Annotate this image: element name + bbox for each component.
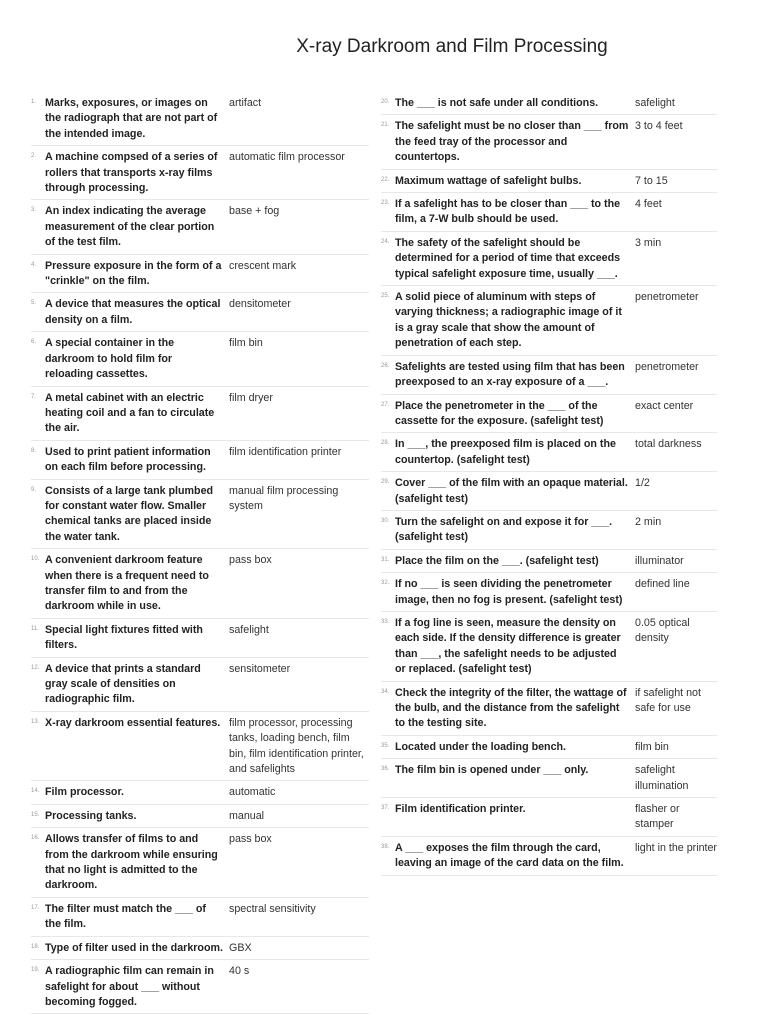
- item-number: 9.: [31, 486, 37, 493]
- item-term: X-ray darkroom essential features.: [45, 716, 221, 729]
- item-number: 26.: [381, 362, 390, 369]
- item-definition: automatic: [229, 786, 276, 799]
- item-number: 22.: [381, 176, 390, 183]
- list-item: [381, 550, 717, 573]
- list-item: [381, 286, 717, 356]
- list-item: [381, 170, 717, 193]
- item-term: Processing tanks.: [45, 809, 137, 822]
- item-term: If a fog line is seen, measure the density on each side. If the density difference is greater than ___, the safelight needs to be adjusted or replaced. (safelight test): [395, 616, 621, 676]
- list-item: [31, 480, 369, 550]
- item-term: The safety of the safelight should be determined for a period of time that exceeds typical safelight exposure time, usually ___.: [395, 236, 621, 280]
- item-definition: 1/2: [635, 477, 650, 490]
- item-definition: safelight: [229, 623, 269, 636]
- item-number: 4.: [31, 261, 37, 268]
- item-number: 25.: [381, 293, 390, 300]
- item-number: 17.: [31, 904, 40, 911]
- item-number: 37.: [381, 805, 390, 812]
- item-number: 7.: [31, 393, 37, 400]
- item-number: 21.: [381, 122, 390, 129]
- item-definition: GBX: [229, 941, 252, 954]
- item-term: Located under the loading bench.: [395, 740, 567, 753]
- item-term: Used to print patient information on each film before processing.: [45, 445, 211, 474]
- item-number: 32.: [381, 580, 390, 587]
- item-term: Marks, exposures, or images on the radiograph that are not part of the intended image.: [45, 97, 218, 140]
- list-item: [31, 805, 369, 828]
- item-term: The safelight must be no closer than ___ from the feed tray of the processor and countertops.: [395, 120, 629, 164]
- item-definition: exact center: [635, 399, 694, 412]
- item-number: 35.: [381, 742, 390, 749]
- item-number: 23.: [381, 200, 390, 207]
- item-definition: light in the printer: [635, 841, 717, 854]
- item-definition: film bin: [229, 337, 263, 350]
- item-term: Consists of a large tank plumbed for constant water flow. Smaller chemical tanks are placed inside the water tank.: [45, 484, 214, 543]
- list-item: [381, 232, 717, 286]
- item-definition: illuminator: [635, 554, 684, 567]
- item-term: Type of filter used in the darkroom.: [45, 941, 223, 954]
- item-term: If no ___ is seen dividing the penetrometer image, then no fog is present. (safelight test): [395, 578, 623, 606]
- list-item: [381, 472, 717, 511]
- item-term: A machine compsed of a series of rollers that transports x-ray films through processing.: [45, 151, 218, 195]
- item-term: A radiographic film can remain in safelight for about ___ without becoming fogged.: [45, 965, 214, 1008]
- list-item: [381, 736, 717, 759]
- list-item: [31, 828, 369, 898]
- item-term: A special container in the darkroom to hold film for reloading cassettes.: [45, 337, 175, 381]
- item-term: A device that measures the optical density on a film.: [45, 298, 221, 326]
- item-term: A ___ exposes the film through the card, leaving an image of the card data on the film.: [395, 841, 624, 870]
- right-column: [381, 92, 717, 876]
- item-number: 30.: [381, 517, 390, 524]
- item-definition: film dryer: [229, 391, 273, 404]
- item-definition: 3 to 4 feet: [635, 120, 683, 133]
- item-number: 33.: [381, 618, 390, 625]
- item-number: 19.: [31, 967, 40, 974]
- item-definition: safelight: [635, 97, 675, 109]
- item-number: 18.: [31, 943, 40, 950]
- item-term: The ___ is not safe under all conditions.: [395, 97, 599, 109]
- item-definition: manual: [229, 809, 265, 822]
- item-number: 34.: [381, 688, 390, 695]
- item-number: 14.: [31, 788, 40, 795]
- list-item: [381, 193, 717, 232]
- item-definition: automatic film processor: [229, 151, 345, 164]
- list-item: [31, 200, 369, 254]
- list-item: [381, 612, 717, 682]
- item-number: 16.: [31, 835, 40, 842]
- item-definition: total darkness: [635, 438, 702, 451]
- item-definition: base + fog: [229, 205, 280, 218]
- item-definition: safelight illumination: [635, 764, 689, 792]
- item-term: Turn the safelight on and expose it for ___. (safelight test): [395, 515, 613, 544]
- item-definition: if safelight not safe for use: [635, 686, 701, 714]
- item-number: 31.: [381, 556, 390, 563]
- item-definition: film bin: [635, 740, 669, 753]
- item-term: Place the film on the ___. (safelight test): [395, 554, 599, 567]
- item-term: The film bin is opened under ___ only.: [395, 764, 589, 777]
- list-item: [31, 293, 369, 332]
- item-term: Pressure exposure in the form of a "crinkle" on the film.: [45, 259, 222, 288]
- list-item: [381, 573, 717, 612]
- item-definition: spectral sensitivity: [229, 902, 316, 915]
- list-item: [31, 658, 369, 712]
- item-number: 29.: [381, 479, 390, 486]
- item-term: A metal cabinet with an electric heating coil and a fan to circulate the air.: [45, 391, 215, 435]
- list-item: [381, 92, 717, 115]
- item-term: An index indicating the average measurement of the clear portion of the test film.: [45, 205, 215, 249]
- item-number: 1.: [31, 99, 37, 105]
- item-number: 15.: [31, 811, 40, 818]
- list-item: [31, 146, 369, 200]
- item-term: Allows transfer of films to and from the darkroom while ensuring that no light is admitted to the darkroom.: [45, 833, 218, 892]
- item-number: 8.: [31, 447, 37, 454]
- item-term: If a safelight has to be closer than ___ to the film, a 7-W bulb should be used.: [395, 198, 621, 226]
- list-item: [31, 332, 369, 386]
- list-item: [381, 115, 717, 169]
- item-definition: artifact: [229, 97, 262, 109]
- item-definition: 4 feet: [635, 198, 662, 211]
- item-number: 24.: [381, 238, 390, 245]
- item-number: 27.: [381, 401, 390, 408]
- list-item: [381, 356, 717, 395]
- item-number: 20.: [381, 99, 390, 105]
- page-title: X-ray Darkroom and Film Processing: [296, 36, 608, 57]
- item-term: Place the penetrometer in the ___ of the cassette for the exposure. (safelight test): [395, 399, 604, 427]
- item-number: 38.: [381, 843, 390, 850]
- list-item: [31, 712, 369, 782]
- list-item: [31, 92, 369, 146]
- list-item: [31, 619, 369, 658]
- item-term: Maximum wattage of safelight bulbs.: [395, 174, 582, 187]
- item-definition: pass box: [229, 833, 272, 846]
- item-definition: 0.05 optical density: [635, 616, 690, 645]
- item-term: Special light fixtures fitted with filters.: [45, 623, 203, 652]
- list-item: [381, 433, 717, 472]
- list-item: [31, 898, 369, 937]
- item-definition: penetrometer: [635, 291, 699, 304]
- item-term: Film processor.: [45, 786, 124, 799]
- list-item: [31, 781, 369, 804]
- item-term: The filter must match the ___ of the film.: [45, 902, 206, 931]
- item-definition: 3 min: [635, 236, 662, 249]
- item-number: 5.: [31, 300, 37, 307]
- list-item: [31, 937, 369, 960]
- item-number: 12.: [31, 664, 40, 671]
- list-item: [381, 759, 717, 798]
- item-term: Cover ___ of the film with an opaque material. (safelight test): [395, 477, 628, 505]
- item-definition: sensitometer: [229, 662, 291, 675]
- item-definition: manual film processing system: [229, 484, 339, 512]
- item-number: 2.: [31, 153, 37, 160]
- item-definition: penetrometer: [635, 360, 699, 373]
- item-term: In ___, the preexposed film is placed on the countertop. (safelight test): [395, 438, 616, 466]
- item-number: 3.: [31, 207, 37, 214]
- left-column: [31, 92, 369, 1014]
- item-definition: densitometer: [229, 298, 291, 311]
- item-term: Film identification printer.: [395, 803, 526, 816]
- list-item: [31, 960, 369, 1014]
- list-item: [381, 837, 717, 876]
- list-item: [381, 682, 717, 736]
- item-definition: flasher or stamper: [635, 803, 680, 831]
- list-item: [381, 798, 717, 837]
- list-item: [381, 395, 717, 434]
- item-number: 11.: [31, 625, 39, 632]
- list-item: [31, 387, 369, 441]
- item-number: 10.: [31, 556, 40, 563]
- item-number: 36.: [381, 766, 390, 773]
- list-item: [31, 441, 369, 480]
- list-item: [31, 549, 369, 619]
- item-number: 13.: [31, 718, 40, 725]
- item-term: A convenient darkroom feature when there is a frequent need to transfer film to and from the darkroom while in use.: [45, 554, 209, 613]
- item-number: 28.: [381, 440, 390, 447]
- list-item: [31, 255, 369, 294]
- item-term: A device that prints a standard gray scale of densities on radiographic film.: [45, 662, 201, 706]
- item-definition: 40 s: [229, 965, 250, 978]
- item-definition: 7 to 15: [635, 174, 668, 187]
- item-definition: crescent mark: [229, 259, 297, 272]
- item-term: A solid piece of aluminum with steps of varying thickness; a radiographic image of it is a gray scale that show the amount of penetration of each step.: [395, 291, 622, 350]
- item-definition: defined line: [635, 578, 690, 591]
- item-term: Safelights are tested using film that has been preexposed to an x-ray exposure of a ___.: [395, 360, 625, 389]
- item-definition: pass box: [229, 554, 272, 567]
- item-number: 6.: [31, 339, 37, 346]
- item-term: Check the integrity of the filter, the wattage of the bulb, and the distance from the safelight to the testing site.: [395, 686, 627, 730]
- item-definition: 2 min: [635, 515, 662, 528]
- list-item: [381, 511, 717, 550]
- item-definition: film identification printer: [229, 445, 342, 458]
- item-definition: film processor, processing tanks, loading bench, film bin, film identification printer, and safelights: [229, 716, 364, 776]
